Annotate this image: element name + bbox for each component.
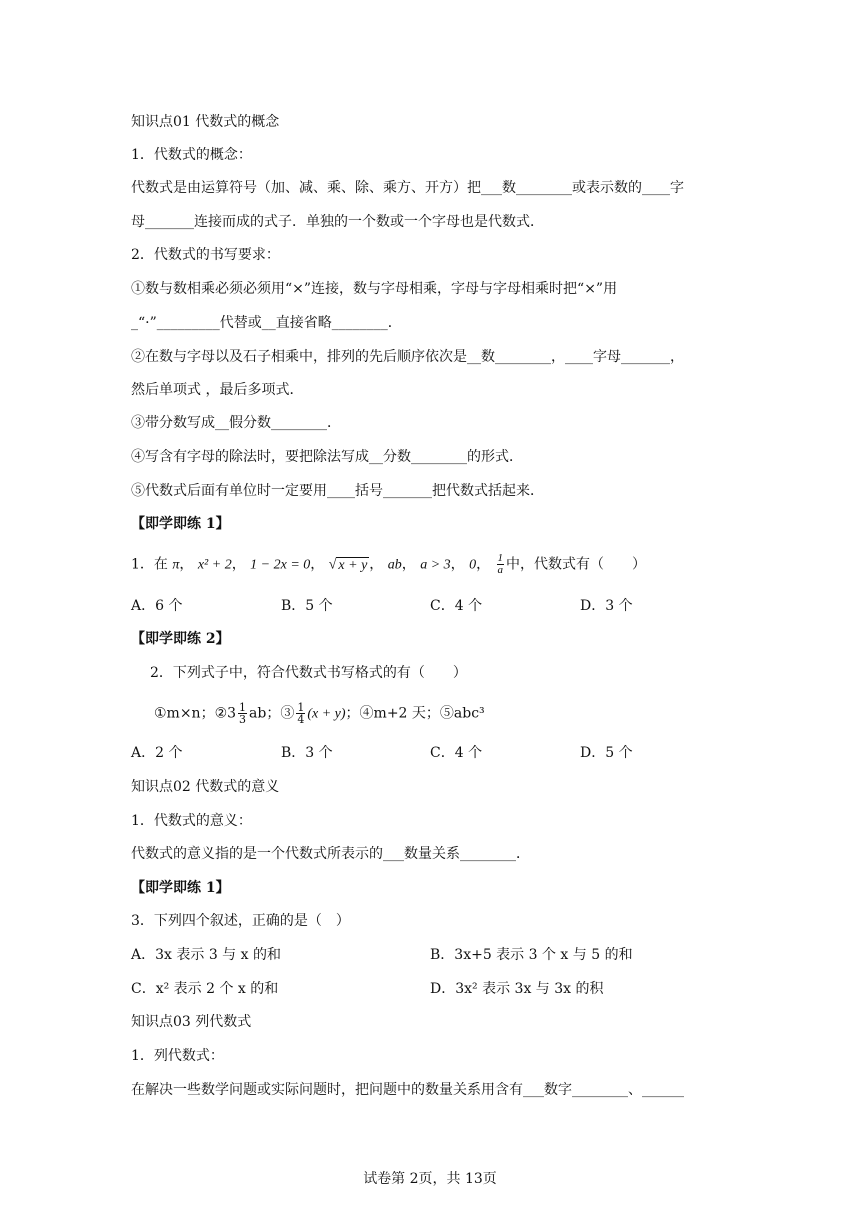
subheading: 2．代数式的书写要求：	[131, 247, 280, 263]
paragraph-line: 代数式的意义指的是一个代数式所表示的___数量关系________．	[131, 846, 530, 862]
practice-title: 【即学即练 2】	[131, 631, 230, 647]
math-term: π	[172, 557, 180, 573]
paragraph-line: _“·”_________代替或__直接省略________．	[131, 315, 402, 331]
option-d[interactable]: D．5 个	[580, 745, 633, 761]
paragraph-line: ②在数与字母以及石子相乘中，排列的先后顺序依次是__数________，____字母_______，	[131, 349, 684, 365]
question-suffix: 中，代数式有（ ）	[506, 556, 647, 573]
fraction: $\frac{1}{4}$	[297, 701, 305, 726]
question-3: 3．下列四个叙述，正确的是（ ）	[131, 913, 350, 929]
fraction: $\frac{1}{3}$	[239, 701, 247, 726]
option-c[interactable]: C．4 个	[430, 598, 483, 614]
option-d[interactable]: D．3x² 表示 3x 与 3x 的积	[430, 981, 604, 997]
paragraph-line: ①数与数相乘必须必须用“×”连接，数与字母相乘，字母与字母相乘时把“×”用	[131, 281, 618, 297]
option-a[interactable]: A．2 个	[131, 745, 183, 761]
paragraph-line: 在解决一些数学问题或实际问题时，把问题中的数量关系用含有___数字________、______	[131, 1082, 684, 1098]
fraction: $\frac{1}{a}$	[497, 552, 504, 576]
math-term: ab	[387, 557, 402, 573]
section-title: 知识点01 代数式的概念	[131, 114, 280, 130]
option-b[interactable]: B．5 个	[281, 598, 333, 614]
question-prefix: 1．在	[131, 556, 168, 573]
section-title: 知识点02 代数式的意义	[131, 779, 280, 795]
subheading: 1．列代数式：	[131, 1048, 224, 1064]
math-term: x² + 2	[197, 557, 232, 573]
subheading: 1．代数式的概念：	[131, 147, 252, 163]
option-b[interactable]: B．3 个	[281, 745, 333, 761]
subheading: 1．代数式的意义：	[131, 813, 252, 829]
math-term: 0	[469, 557, 477, 573]
sqrt-term: √ x + y	[328, 557, 368, 573]
question-2: 2．下列式子中，符合代数式书写格式的有（ ）	[150, 665, 467, 681]
paragraph-line: 代数式是由运算符号（加、减、乘、除、乘方、开方）把___数________或表示数的____字	[131, 180, 684, 196]
paragraph-line: ⑤代数式后面有单位时一定要用____括号_______把代数式括起来．	[131, 483, 544, 499]
option-c[interactable]: C．x² 表示 2 个 x 的和	[131, 981, 279, 997]
practice-title: 【即学即练 1】	[131, 880, 230, 896]
question-1: 1．在 π， x² + 2， 1 − 2x = 0， √ x + y ， ab， a > 3， 0， $\frac{1}{a}$ 中，代数式有（ ）	[131, 552, 647, 576]
math-term: a > 3	[420, 557, 451, 573]
page-footer: 试卷第 2页，共 13页	[363, 1171, 497, 1187]
paragraph-line: ③带分数写成__假分数________．	[131, 415, 341, 431]
paragraph-line: 母_______连接而成的式子．单独的一个数或一个字母也是代数式．	[131, 214, 544, 230]
paragraph-line: ④写含有字母的除法时，要把除法写成__分数________的形式．	[131, 449, 523, 465]
option-c[interactable]: C．4 个	[430, 745, 483, 761]
option-a[interactable]: A．6 个	[131, 598, 183, 614]
option-b[interactable]: B．3x+5 表示 3 个 x 与 5 的和	[430, 947, 633, 963]
math-term: 1 − 2x = 0	[250, 557, 311, 573]
question-2-items: ①m×n；②3 $\frac{1}{3}$ ab；③ $\frac{1}{4}$ (x + y)；④m+2 天；⑤abc³	[154, 701, 485, 726]
option-d[interactable]: D．3 个	[580, 598, 633, 614]
practice-title: 【即学即练 1】	[131, 516, 230, 532]
paragraph-line: 然后单项式 ，最后多项式．	[131, 382, 304, 398]
section-title: 知识点03 列代数式	[131, 1014, 252, 1030]
option-a[interactable]: A．3x 表示 3 与 x 的和	[131, 947, 281, 963]
